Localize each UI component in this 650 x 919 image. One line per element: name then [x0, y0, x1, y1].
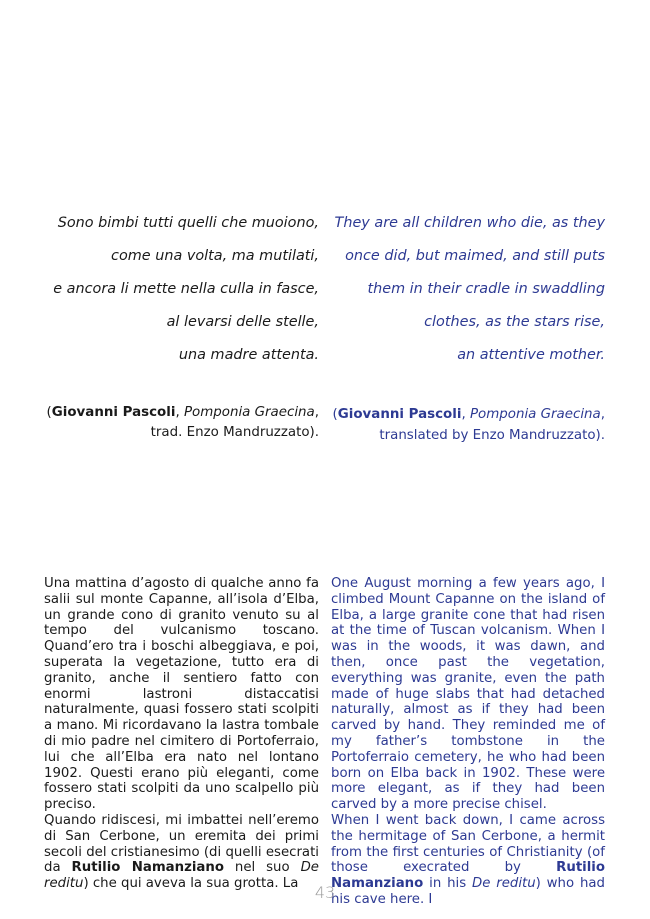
italian-attribution-line-2: trad. Enzo Mandruzzato). [150, 425, 319, 440]
italian-paragraph-1: Una mattina d’agosto di qualche anno fa salii sul monte Capanne, all’isola d’Elba, un grande cono di granito venuto su al tempo del vulcanismo toscano. Quand’ero tra i boschi albeggiava, e poi, superata la vegetazione, tutto era di granito, anche il sentiero fatto con enormi lastroni distaccatisi naturalmente, quasi fossero stati scolpiti a mano. Mi ricordavano la lastra tombale di mio padre nel cimitero di Portoferraio, lui che all’Elba era nato nel lontano 1902. Questi erano più eleganti, come fossero stati scolpiti da uno scalpello più preciso. [44, 576, 319, 813]
english-prose [331, 576, 605, 907]
italian-prose [44, 576, 319, 892]
english-attribution-author: Giovanni Pascoli [337, 407, 462, 422]
english-paragraph-1: One August morning a few years ago, I climbed Mount Capanne on the island of Elba, a large granite cone that had risen at the time of Tuscan volcanism. When I was in the woods, it was dawn, and then, once past the vegetation, everything was granite, even the path made of huge slabs that had detached naturally, almost as if they had been carved by hand. They reminded me of my father’s tombstone in the Portoferraio cemetery, he who had been born on Elba back in 1902. These were more elegant, as if they had been carved by a more precise chisel. [331, 576, 605, 813]
italian-attribution-author: Giovanni Pascoli [51, 405, 176, 420]
english-paragraph-2: When I went back down, I came across the hermitage of San Cerbone, a hermit from the first centuries of Christianity (of those execrated by Rutilio Namanziano in his De reditu) who had his cave here. I [331, 812, 605, 907]
italian-rutilio-name: Rutilio Namanziano [71, 860, 224, 876]
english-de-reditu: De reditu [471, 876, 536, 892]
italian-verse-line-2: come una volta, ma mutilati, [111, 248, 319, 264]
italian-verse-line-5: una madre attenta. [178, 347, 319, 363]
english-rutilio-name: Rutilio Namanziano [331, 860, 605, 892]
english-verse-line-1: They are all children who die, as they [334, 215, 605, 231]
english-verse-line-5: an attentive mother. [457, 347, 605, 363]
italian-attribution-work: Pomponia Graecina [183, 405, 315, 420]
english-verse-line-3: them in their cradle in swaddling [367, 281, 605, 297]
english-attribution-work: Pomponia Graecina [469, 407, 601, 422]
italian-verse-line-4: al levarsi delle stelle, [166, 314, 319, 330]
italian-verse-line-1: Sono bimbi tutti quelli che muoiono, [57, 215, 319, 231]
page-number: 43 [314, 883, 336, 902]
italian-attribution-line-1: (Giovanni Pascoli, Pomponia Graecina, [46, 405, 319, 420]
english-verse-line-4: clothes, as the stars rise, [424, 314, 605, 330]
italian-verse-line-3: e ancora li mette nella culla in fasce, [53, 281, 319, 297]
english-attribution-line-1: (Giovanni Pascoli, Pomponia Graecina, [332, 407, 605, 422]
english-attribution-line-2: translated by Enzo Mandruzzato). [379, 428, 605, 443]
english-verse-line-2: once did, but maimed, and still puts [345, 248, 605, 264]
italian-paragraph-2: Quando ridiscesi, mi imbattei nell’eremo di San Cerbone, un eremita dei primi secoli del cristianesimo (di quelli esecrati da Rutilio Namanziano nel suo De reditu) che qui aveva la sua grotta. La [44, 812, 319, 892]
italian-de-reditu: De reditu [44, 860, 319, 892]
